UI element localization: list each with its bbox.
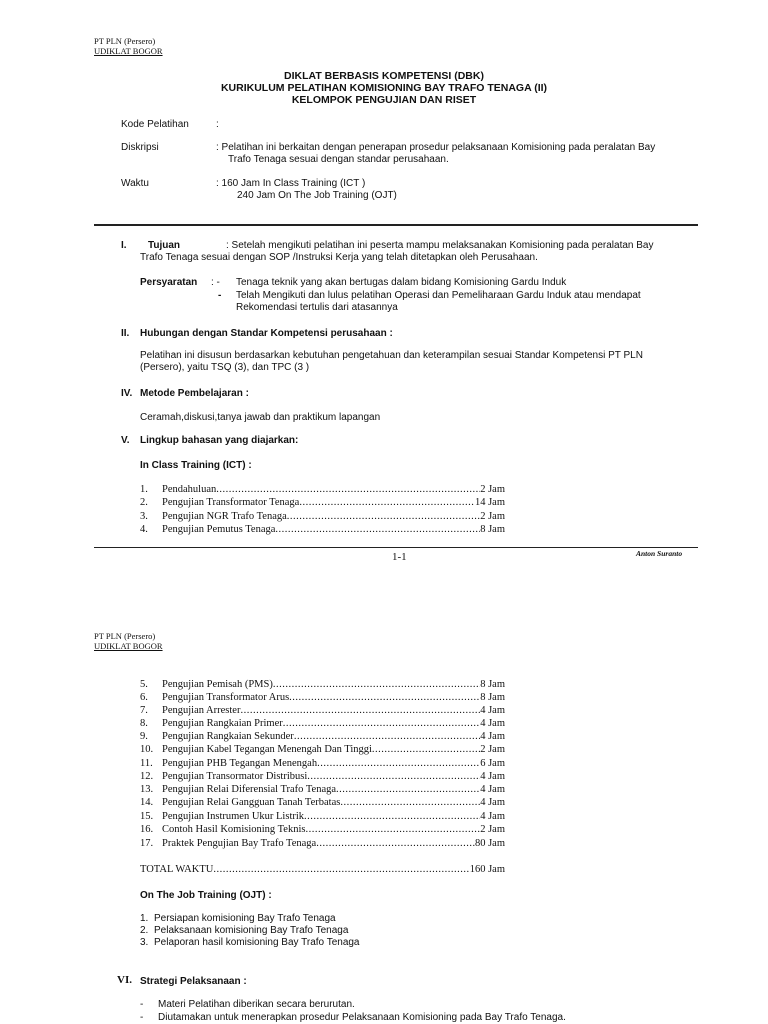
sec1-number: I. <box>121 240 127 251</box>
ojt-item-number: 1. <box>140 913 149 924</box>
ojt-item-number: 2. <box>140 925 149 936</box>
ict-item <box>140 692 505 705</box>
kode-label: Kode Pelatihan <box>121 119 189 130</box>
diskripsi-label: Diskripsi <box>121 142 159 153</box>
ojt-item-label: Pelaporan hasil komisioning Bay Trafo Tenaga <box>154 937 360 948</box>
ict-item-value: 2 Jam <box>480 511 505 522</box>
ojt-item <box>140 925 348 937</box>
org-name: PT PLN (Persero) <box>94 631 156 641</box>
dot-leader <box>287 511 480 522</box>
sec1-line-2: Trafo Tenaga sesuai dengan SOP /Instruksi Kerja yang telah ditetapkan oleh Perusahaan. <box>140 252 538 263</box>
ict-item-label: Pengujian Relai Diferensial Trafo Tenaga <box>162 784 337 795</box>
ict-item-number: 15. <box>140 811 154 822</box>
sec6-item-text: Materi Pelatihan diberikan secara berurutan. <box>158 999 355 1010</box>
ict-item-number: 2. <box>140 497 148 508</box>
ict-item-value: 4 Jam <box>480 797 505 808</box>
sec5-number: V. <box>121 435 130 446</box>
ict-item-label: Pengujian Relai Gangguan Tanah Terbatas <box>162 797 341 808</box>
sec1-title: Tujuan <box>148 240 181 251</box>
ojt-item-label: Pelaksanaan komisioning Bay Trafo Tenaga <box>154 925 349 936</box>
ict-item-number: 17. <box>140 838 154 849</box>
org-name: PT PLN (Persero) <box>94 36 156 46</box>
ict-item-number: 5. <box>140 679 148 690</box>
dot-leader <box>275 524 480 535</box>
ict-item-value: 4 Jam <box>480 705 505 716</box>
ict-item-value: 4 Jam <box>480 718 505 729</box>
ict-item-value: 80 Jam <box>474 838 505 849</box>
ict-item-number: 14. <box>140 797 154 808</box>
doc-title-1: DIKLAT BERBASIS KOMPETENSI (DBK) <box>284 70 484 82</box>
ict-item-number: 6. <box>140 692 148 703</box>
ojt-title: On The Job Training (OJT) : <box>140 890 272 901</box>
ict-item-number: 12. <box>140 771 154 782</box>
ict-item-label: Pengujian Rangkaian Sekunder <box>162 731 294 742</box>
sec4-number: IV. <box>121 388 133 399</box>
ict-item-number: 3. <box>140 511 148 522</box>
ojt-item-label: Persiapan komisioning Bay Trafo Tenaga <box>154 913 336 924</box>
section-divider <box>94 224 698 226</box>
persyaratan-label: Persyaratan <box>140 277 198 288</box>
dot-leader <box>240 705 480 716</box>
diskripsi-line-1: : Pelatihan ini berkaitan dengan penerapan prosedur pelaksanaan Komisioning pada peralatan Bay <box>216 142 656 153</box>
ict-item-value: 2 Jam <box>480 744 505 755</box>
dot-leader <box>340 797 480 808</box>
ict-item-label: Pengujian Kabel Tegangan Menengah Dan Tinggi <box>162 744 372 755</box>
ict-item <box>140 784 505 797</box>
dot-leader <box>316 838 475 849</box>
dot-leader <box>213 864 469 875</box>
author-name: Anton Suranto <box>636 549 683 558</box>
sec2-line-2: (Persero), yaitu TSQ (3), dan TPC (3 ) <box>140 362 310 373</box>
ict-item-value: 4 Jam <box>480 731 505 742</box>
ict-item-label: Pengujian Rangkaian Primer <box>162 718 283 729</box>
ict-item-label: Pengujian Transformator Arus <box>162 692 290 703</box>
sec5-title: Lingkup bahasan yang diajarkan: <box>140 435 299 446</box>
dot-leader <box>273 679 480 690</box>
sec6-item-dash: - <box>140 999 144 1010</box>
ict-item <box>140 824 505 837</box>
ict-item <box>140 497 505 510</box>
page-number: 1-1 <box>392 551 407 563</box>
ict-item-number: 8. <box>140 718 148 729</box>
ict-item-value: 4 Jam <box>480 784 505 795</box>
doc-title-3: KELOMPOK PENGUJIAN DAN RISET <box>291 94 477 106</box>
ict-item-number: 16. <box>140 824 154 835</box>
ict-item-value: 2 Jam <box>480 824 505 835</box>
dot-leader <box>307 771 480 782</box>
sec2-number: II. <box>121 328 130 339</box>
ict-item-label: Contoh Hasil Komisioning Teknis <box>162 824 306 835</box>
waktu-line-1: : 160 Jam In Class Training (ICT ) <box>216 178 366 189</box>
dot-leader <box>299 497 475 508</box>
total-value: 160 Jam <box>469 864 505 875</box>
ict-item <box>140 771 505 784</box>
ict-item-value: 8 Jam <box>480 524 505 535</box>
sec2-title: Hubungan dengan Standar Kompetensi perusahaan : <box>140 328 393 339</box>
sec6-item <box>140 1012 566 1024</box>
ict-item-label: Pengujian Pemisah (PMS) <box>162 679 273 690</box>
doc-title-2: KURIKULUM PELATIHAN KOMISIONING BAY TRAFO TENAGA (II) <box>220 82 548 94</box>
sec6-number: VI. <box>117 974 132 986</box>
ict-item-value: 4 Jam <box>480 811 505 822</box>
dot-leader <box>336 784 480 795</box>
sec6-title: Strategi Pelaksanaan : <box>140 976 247 987</box>
persyaratan-item-2-line-1: Telah Mengikuti dan lulus pelatihan Operasi dan Pemeliharaan Gardu Induk atau mendapat <box>236 290 641 301</box>
waktu-line-2: 240 Jam On The Job Training (OJT) <box>237 190 397 201</box>
dot-leader <box>294 731 480 742</box>
sec4-text: Ceramah,diskusi,tanya jawab dan praktikum lapangan <box>140 412 381 423</box>
ict-item-label: Pengujian Instrumen Ukur Listrik <box>162 811 305 822</box>
total-label: TOTAL WAKTU <box>140 864 214 875</box>
kode-value: : <box>216 119 219 130</box>
ict-item-label: Pengujian Arrester <box>162 705 241 716</box>
ict-item <box>140 731 505 744</box>
total-row <box>140 864 505 877</box>
ict-item <box>140 524 505 537</box>
dot-leader <box>304 811 480 822</box>
ict-item <box>140 718 505 731</box>
ict-item <box>140 811 505 824</box>
dot-leader <box>216 484 480 495</box>
ict-item-label: Pengujian NGR Trafo Tenaga <box>162 511 287 522</box>
ict-title: In Class Training (ICT) : <box>140 460 252 471</box>
ict-item <box>140 838 505 851</box>
ict-item-label: Pengujian PHB Tegangan Menengah <box>162 758 318 769</box>
ict-item-number: 9. <box>140 731 148 742</box>
ict-item <box>140 744 505 757</box>
ict-item <box>140 797 505 810</box>
ict-item-number: 10. <box>140 744 154 755</box>
unit-name: UDIKLAT BOGOR <box>94 46 163 56</box>
waktu-label: Waktu <box>121 178 149 189</box>
ict-item-value: 8 Jam <box>480 679 505 690</box>
sec2-line-1: Pelatihan ini disusun berdasarkan kebutuhan pengetahuan dan keterampilan sesuai Standar Kompetensi PT PLN <box>140 350 643 361</box>
ict-item-label: Pengujian Transormator Distribusi <box>162 771 308 782</box>
ict-item-label: Pendahuluan <box>162 484 217 495</box>
dot-leader <box>289 692 480 703</box>
footer-divider <box>94 547 698 548</box>
ict-item-label: Pengujian Pemutus Tenaga <box>162 524 276 535</box>
ict-item-value: 2 Jam <box>480 484 505 495</box>
ict-item-number: 1. <box>140 484 148 495</box>
persyaratan-sep: : - <box>211 277 220 288</box>
ict-item <box>140 705 505 718</box>
persyaratan-dash: - <box>218 290 222 301</box>
ict-item-number: 4. <box>140 524 148 535</box>
ict-item-number: 11. <box>140 758 153 769</box>
dot-leader <box>305 824 480 835</box>
unit-name: UDIKLAT BOGOR <box>94 641 163 651</box>
sec6-item-text: Diutamakan untuk menerapkan prosedur Pelaksanaan Komisioning pada Bay Trafo Tenaga. <box>158 1012 566 1023</box>
sec6-item-dash: - <box>140 1012 144 1023</box>
dot-leader <box>317 758 480 769</box>
ict-item <box>140 484 505 497</box>
sec6-item <box>140 999 355 1011</box>
ict-item <box>140 758 505 771</box>
ict-item-value: 8 Jam <box>480 692 505 703</box>
sec1-line-1: : Setelah mengikuti pelatihan ini peserta mampu melaksanakan Komisioning pada peralatan Bay <box>226 240 654 251</box>
ict-item-number: 7. <box>140 705 148 716</box>
ict-item-label: Pengujian Transformator Tenaga <box>162 497 300 508</box>
persyaratan-item-1: Tenaga teknik yang akan bertugas dalam bidang Komisioning Gardu Induk <box>236 277 567 288</box>
ict-item-number: 13. <box>140 784 154 795</box>
persyaratan-item-2-line-2: Rekomendasi tertulis dari atasannya <box>236 302 398 313</box>
ict-item-label: Praktek Pengujian Bay Trafo Tenaga <box>162 838 317 849</box>
dot-leader <box>283 718 480 729</box>
ict-item-value: 14 Jam <box>474 497 505 508</box>
sec4-title: Metode Pembelajaran : <box>140 388 249 399</box>
ict-item <box>140 679 505 692</box>
ict-item <box>140 511 505 524</box>
diskripsi-line-2: Trafo Tenaga sesuai dengan standar perusahaan. <box>228 154 449 165</box>
ict-item-value: 4 Jam <box>480 771 505 782</box>
ojt-item <box>140 913 336 925</box>
ict-item-value: 6 Jam <box>480 758 505 769</box>
ojt-item <box>140 937 360 949</box>
dot-leader <box>372 744 480 755</box>
ojt-item-number: 3. <box>140 937 149 948</box>
